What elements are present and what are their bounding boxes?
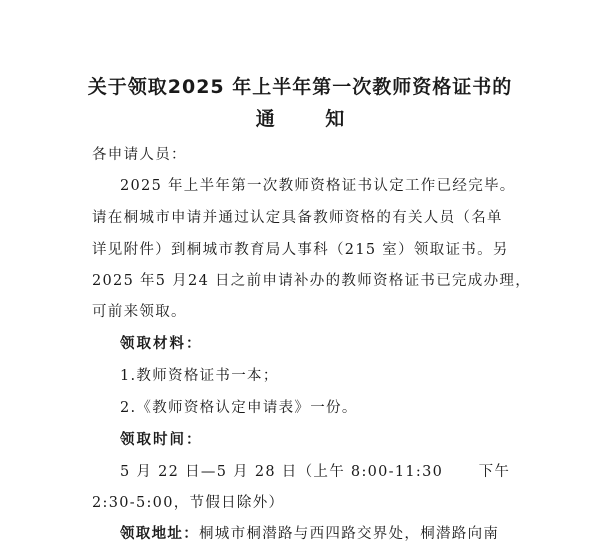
paragraph-line-1: 2025 年上半年第一次教师资格证书认定工作已经完毕。 xyxy=(120,178,516,194)
address-text: 桐城市桐潜路与西四路交界处，桐潜路向南 xyxy=(199,526,500,542)
notice-title-line-2: 通 知 xyxy=(255,108,367,130)
address-heading: 领取地址： xyxy=(120,526,199,542)
paragraph-line-4: 2025 年5 月24 日之前申请补办的教师资格证书已完成办理， xyxy=(92,273,532,289)
address-line xyxy=(120,522,499,543)
time-line-2: 2:30-5:00，节假日除外） xyxy=(92,495,285,511)
time-heading: 领取时间： xyxy=(120,432,203,448)
paragraph-line-5: 可前来领取。 xyxy=(92,304,187,320)
paragraph-line-2: 请在桐城市申请并通过认定具备教师资格的有关人员（名单 xyxy=(92,210,503,226)
paragraph-line-3: 详见附件）到桐城市教育局人事科（215 室）领取证书。另 xyxy=(92,242,509,258)
material-item-2: 2.《教师资格认定申请表》一份。 xyxy=(120,400,358,416)
salutation: 各申请人员： xyxy=(92,147,187,163)
materials-heading: 领取材料： xyxy=(120,336,203,352)
material-item-1: 1.教师资格证书一本； xyxy=(120,368,279,384)
notice-title-line-1: 关于领取2025 年上半年第一次教师资格证书的 xyxy=(87,76,513,98)
time-line-1: 5 月 22 日—5 月 28 日（上午 8:00-11:30 下午 xyxy=(120,464,511,480)
